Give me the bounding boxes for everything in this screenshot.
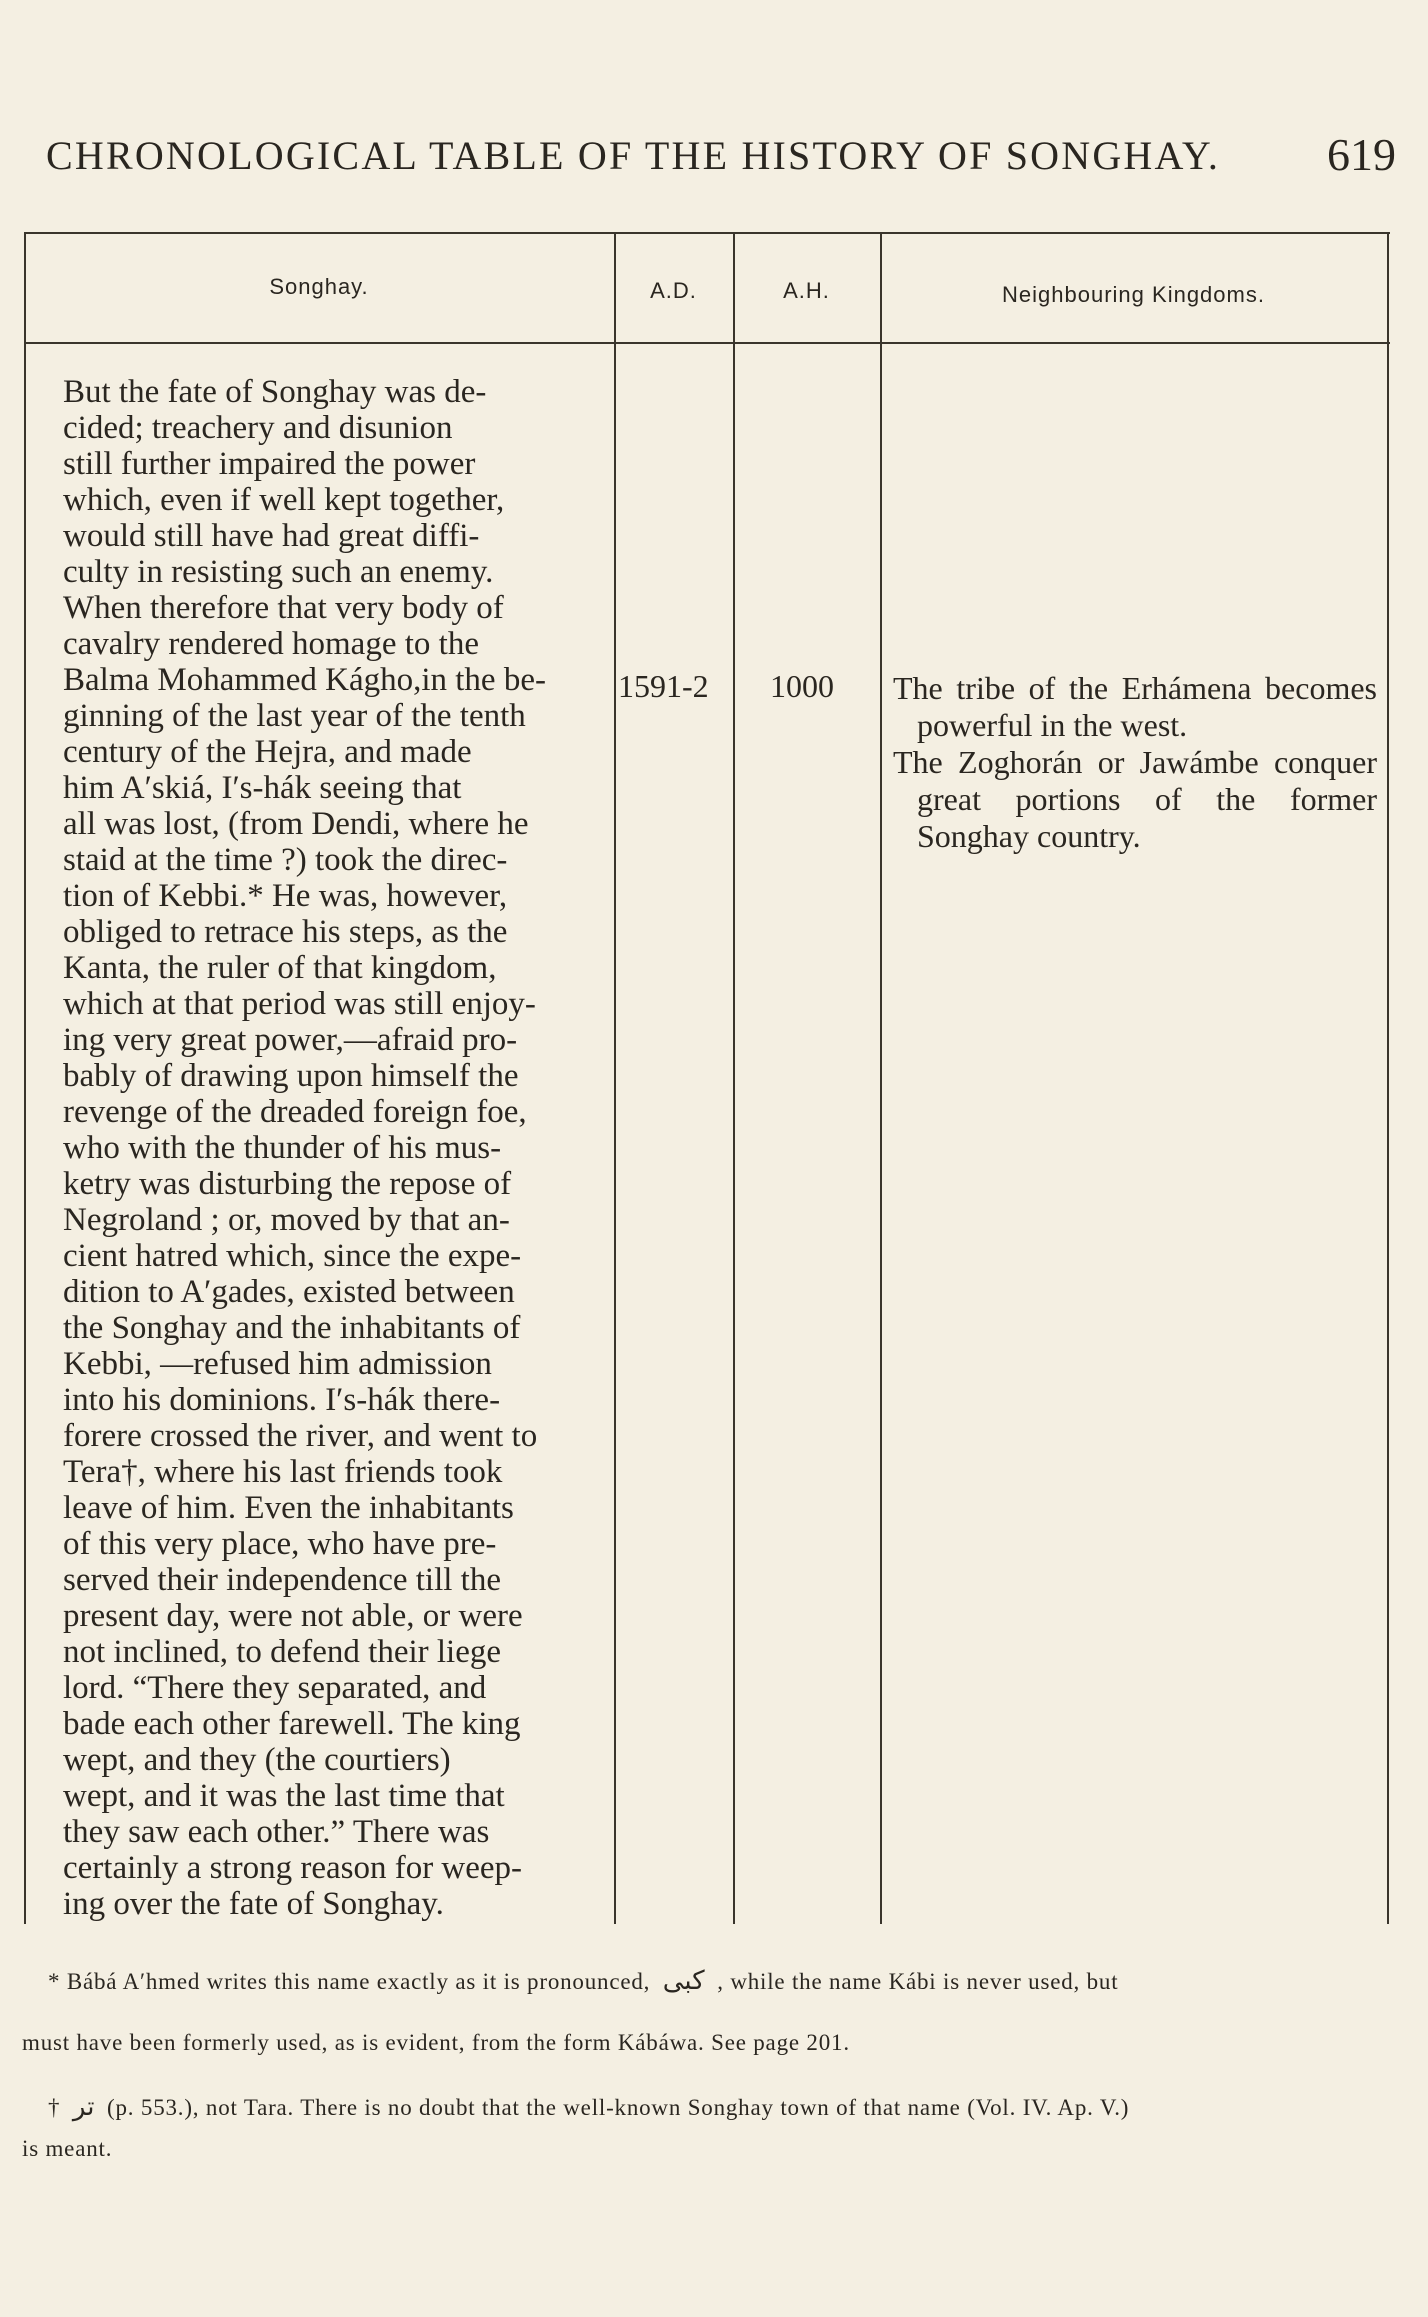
neighbouring-entry-1: The tribe of the Erhámena becomes powerful in the west. [893, 670, 1377, 743]
footnote-2-arabic: تر [72, 2092, 95, 2122]
column-header-songhay: Songhay. [269, 274, 369, 299]
footnote-2-mark: † [48, 2095, 61, 2120]
page-number: 619 [1327, 129, 1396, 180]
footnote-2-line-2: is meant. [22, 2136, 113, 2161]
column-divider-1 [614, 234, 616, 1924]
table-left-border [24, 234, 26, 1924]
footnote-2-text-a: (p. 553.), not Tara. There is no doubt that the well-known Songhay town of that name (Vol. IV. Ap. V.) [107, 2095, 1130, 2120]
running-head [46, 129, 1396, 192]
footnote-1-text-b: , while the name Kábi is never used, but [717, 1969, 1119, 1994]
column-divider-2 [733, 234, 735, 1924]
footnote-1-line-2: must have been formerly used, as is evident, from the form Kábáwa. See page 201. [22, 2030, 850, 2055]
footnote-2-line-1 [48, 2092, 1129, 2123]
column-header-neighbouring: Neighbouring Kingdoms. [1002, 282, 1265, 307]
ah-date: 1000 [770, 668, 834, 704]
ad-date: 1591-2 [618, 668, 709, 704]
neighbouring-entry-2: The Zoghorán or Jawámbe conquer great portions of the former Songhay country. [893, 744, 1377, 854]
table-right-border [1387, 234, 1389, 1924]
footnote-1-line-1 [48, 1966, 1118, 1997]
column-header-ah: A.H. [783, 278, 830, 303]
table-top-rule [24, 232, 1390, 234]
songhay-column-text: But the fate of Songhay was de- cided; treachery and disunion still further impaired the power which, even if well kept together, would still have had great diffi- culty in resisting such an enemy. When therefore that very body of cavalry rendered homage to the Balma Mohammed Kágho,in the be- ginning of the last year of the tenth century of the Hejra, and made him A′skiá, I′s-hák seeing that all was lost, (from Dendi, where he staid at the time ?) took the direc- tion of Kebbi.* He was, however, obliged to retrace his steps, as the Kanta, the ruler of that kingdom, which at that period was still enjoy- ing very great power,—afraid pro- bably of drawing upon himself the revenge of the dreaded foreign foe, who with the thunder of his mus- ketry was disturbing the repose of Negroland ; or, moved by that an- cient hatred which, since the expe- dition to A′gades, existed between the Songhay and the inhabitants of Kebbi, —refused him admission into his dominions. I′s-hák there- forere crossed the river, and went to Tera†, where his last friends took leave of him. Even the inhabitants of this very place, who have pre- served their independence till the present day, were not able, or were not inclined, to defend their liege lord. “There they separated, and bade each other farewell. The king wept, and they (the courtiers) wept, and it was the last time that they saw each other.” There was certainly a strong reason for weep- ing over the fate of Songhay. [63, 374, 546, 1922]
neighbouring-kingdoms-text [893, 670, 1377, 855]
column-divider-3 [880, 234, 882, 1924]
column-header-ad: A.D. [650, 278, 697, 303]
footnote-1-arabic: كبى [662, 1966, 705, 1996]
page-title: CHRONOLOGICAL TABLE OF THE HISTORY OF SONGHAY. [46, 133, 1221, 178]
footnote-1-text-a: * Bábá A′hmed writes this name exactly as it is pronounced, [48, 1969, 651, 1994]
table-header-rule [24, 342, 1390, 344]
